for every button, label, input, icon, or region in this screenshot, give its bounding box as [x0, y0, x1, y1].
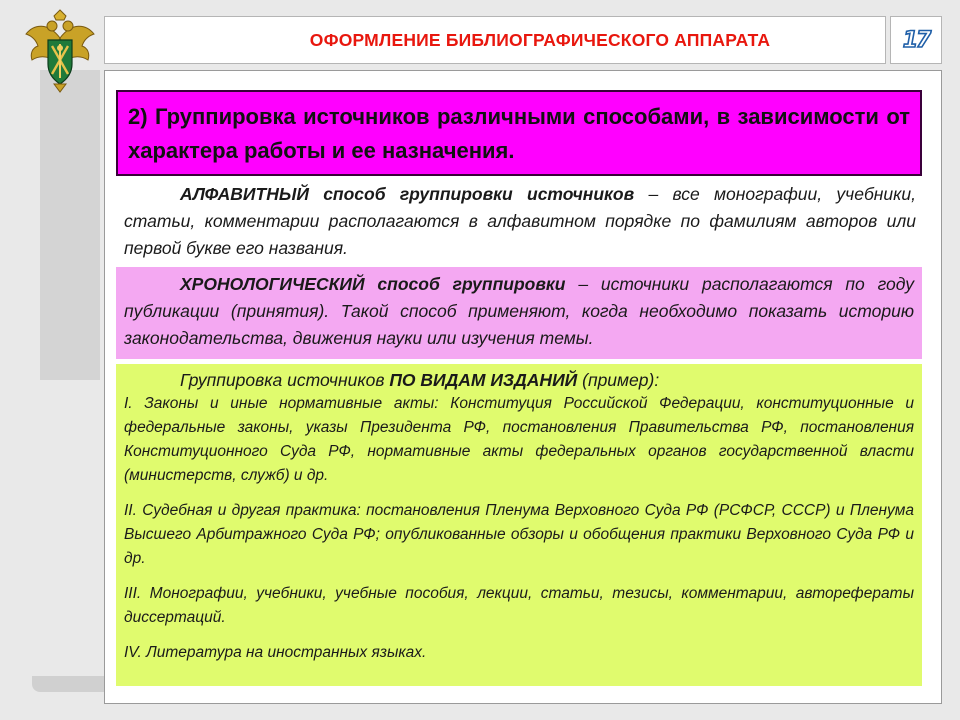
chronological-text: – источники располагаются по году публикации (принятия). Такой способ применяют, когда необходимо показать историю законодательства, движения науки или изучения темы. — [124, 274, 914, 348]
section-heading-text: 2) Группировка источников различными способами, в зависимости от характера работы и ее назначения. — [128, 104, 910, 163]
types-item-4: IV. Литература на иностранных языках. — [124, 644, 427, 661]
types-item-2: II. Судебная и другая практика: постановления Пленума Верховного Суда РФ (РСФСР, СССР) и Пленума Высшего Арбитражного Суда РФ; опубликованные обзоры и обобщения практики Верховного Суда РФ и др. — [124, 502, 914, 567]
types-item-1: I. Законы и иные нормативные акты: Конституция Российской Федерации, конституционные и федеральные законы, указы Президента РФ, постановления Правительства РФ, постановления Конституционного Суда РФ, нормативные акты федеральных органов государственной власти (министерств, служб) и др. — [124, 395, 914, 484]
types-intro-bold: ПО ВИДАМ ИЗДАНИЙ — [389, 370, 578, 390]
chronological-method-box — [116, 267, 922, 359]
chronological-term: ХРОНОЛОГИЧЕСКИЙ способ группировки — [180, 274, 566, 294]
bottom-decor-band — [32, 676, 112, 692]
types-item-3: III. Монографии, учебники, учебные пособия, лекции, статьи, тезисы, комментарии, авторефераты диссертаций. — [124, 585, 914, 626]
customs-emblem-icon — [22, 8, 98, 94]
slide-header — [104, 16, 886, 64]
section-heading-box — [116, 90, 922, 176]
slide-title: ОФОРМЛЕНИЕ БИБЛИОГРАФИЧЕСКОГО АППАРАТА — [309, 29, 771, 50]
alphabetical-text: – все монографии, учебники, статьи, комментарии располагаются в алфавитном порядке по фамилиям авторов или первой букве его названия. — [124, 184, 917, 258]
types-of-publications-box — [116, 364, 922, 686]
alphabetical-term: АЛФАВИТНЫЙ способ группировки источников — [180, 184, 635, 204]
types-intro: Группировка источников ПО ВИДАМ ИЗДАНИЙ (пример): — [180, 370, 660, 390]
left-decor-band — [40, 70, 100, 380]
page-number-box — [890, 16, 942, 64]
alphabetical-method-paragraph — [124, 181, 916, 262]
page-number: 17 — [902, 27, 930, 53]
